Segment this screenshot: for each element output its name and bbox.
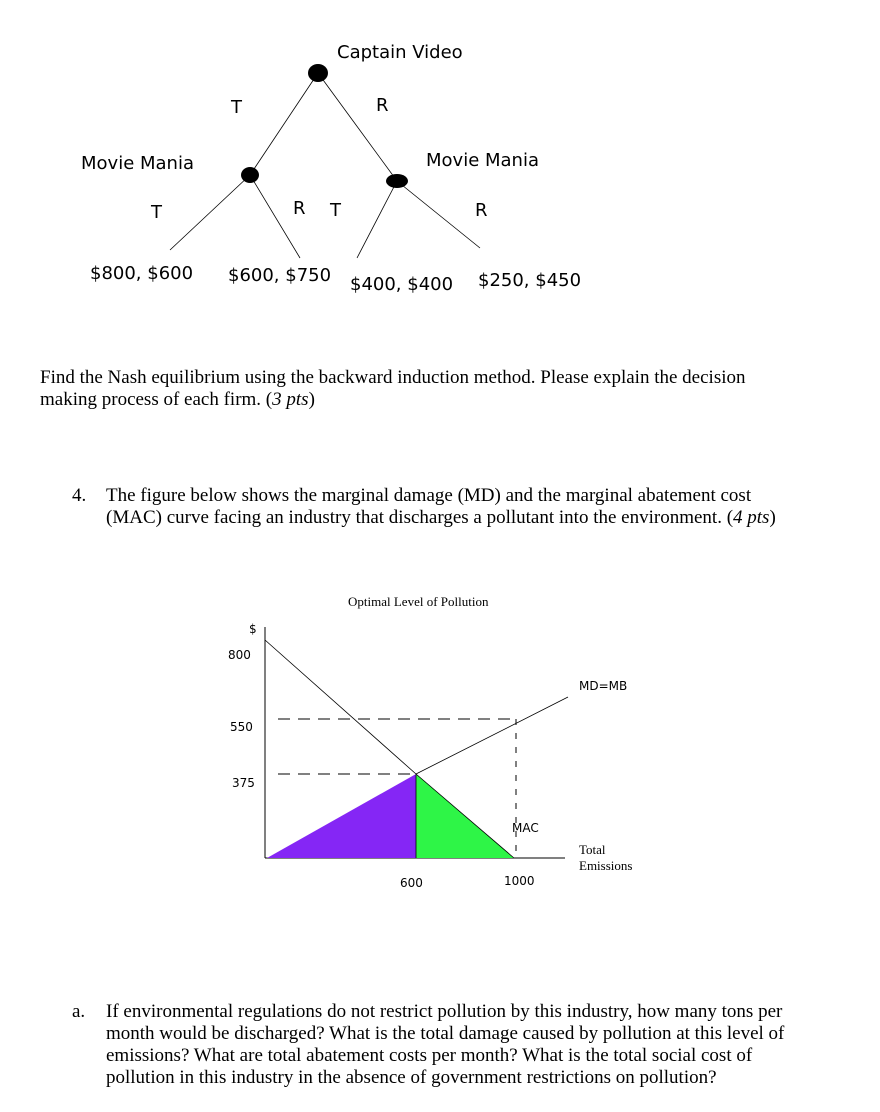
right-player-label: Movie Mania	[426, 150, 539, 171]
question-a-line2: month would be discharged? What is the total damage caused by pollution at this level of	[106, 1023, 785, 1044]
left-right-branch-label: R	[293, 198, 306, 219]
right-left-branch-label: T	[330, 200, 341, 221]
mac-line-upper	[265, 640, 416, 774]
question-a-line1: If environmental regulations do not restrict pollution by this industry, how many tons per	[106, 1001, 783, 1022]
md-mb-label: MD=MB	[579, 679, 628, 693]
mac-label: MAC	[512, 821, 539, 835]
question4-line2: (MAC) curve facing an industry that discharges a pollutant into the environment. (4 pts)	[106, 507, 776, 528]
y-tick-375: 375	[232, 776, 255, 790]
payoff-4: $250, $450	[478, 270, 582, 291]
question4-points: 4 pts	[733, 507, 770, 528]
left-left-branch-label: T	[151, 202, 162, 223]
question-a-line3: emissions? What are total abatement costs per month? What is the total social cost of	[106, 1045, 753, 1066]
x-tick-1000: 1000	[504, 874, 535, 888]
question4-number: 4.	[72, 485, 87, 506]
question3-line1: Find the Nash equilibrium using the backward induction method. Please explain the decision	[40, 367, 746, 388]
left-player-label: Movie Mania	[81, 153, 194, 174]
payoff-3: $400, $400	[350, 274, 454, 295]
question3-line2: making process of each firm. (3 pts)	[40, 389, 315, 410]
md-line	[416, 697, 568, 774]
x-axis-label	[579, 842, 632, 874]
damage-triangle	[267, 774, 416, 858]
right-right-branch-label: R	[475, 200, 488, 221]
x-axis-label-line2: Emissions	[579, 858, 633, 873]
y-axis-label: $	[249, 622, 257, 636]
question3-points: 3 pts	[272, 389, 309, 410]
root-right-branch-label: R	[376, 95, 389, 116]
chart-title: Optimal Level of Pollution	[348, 594, 489, 609]
question-a-text	[106, 1001, 784, 1089]
payoff-2: $600, $750	[228, 265, 332, 286]
question-a-label: a.	[72, 1001, 86, 1022]
x-axis-label-line1: Total	[579, 842, 606, 857]
question4-line1: The figure below shows the marginal damage (MD) and the marginal abatement cost	[106, 485, 752, 506]
payoff-1: $800, $600	[90, 263, 194, 284]
y-tick-550: 550	[230, 720, 253, 734]
root-player-label: Captain Video	[337, 42, 463, 63]
root-left-branch-label: T	[231, 97, 242, 118]
y-tick-800: 800	[228, 648, 251, 662]
x-tick-600: 600	[400, 876, 423, 890]
question-a-line4: pollution in this industry in the absence of government restrictions on pollution?	[106, 1067, 717, 1088]
